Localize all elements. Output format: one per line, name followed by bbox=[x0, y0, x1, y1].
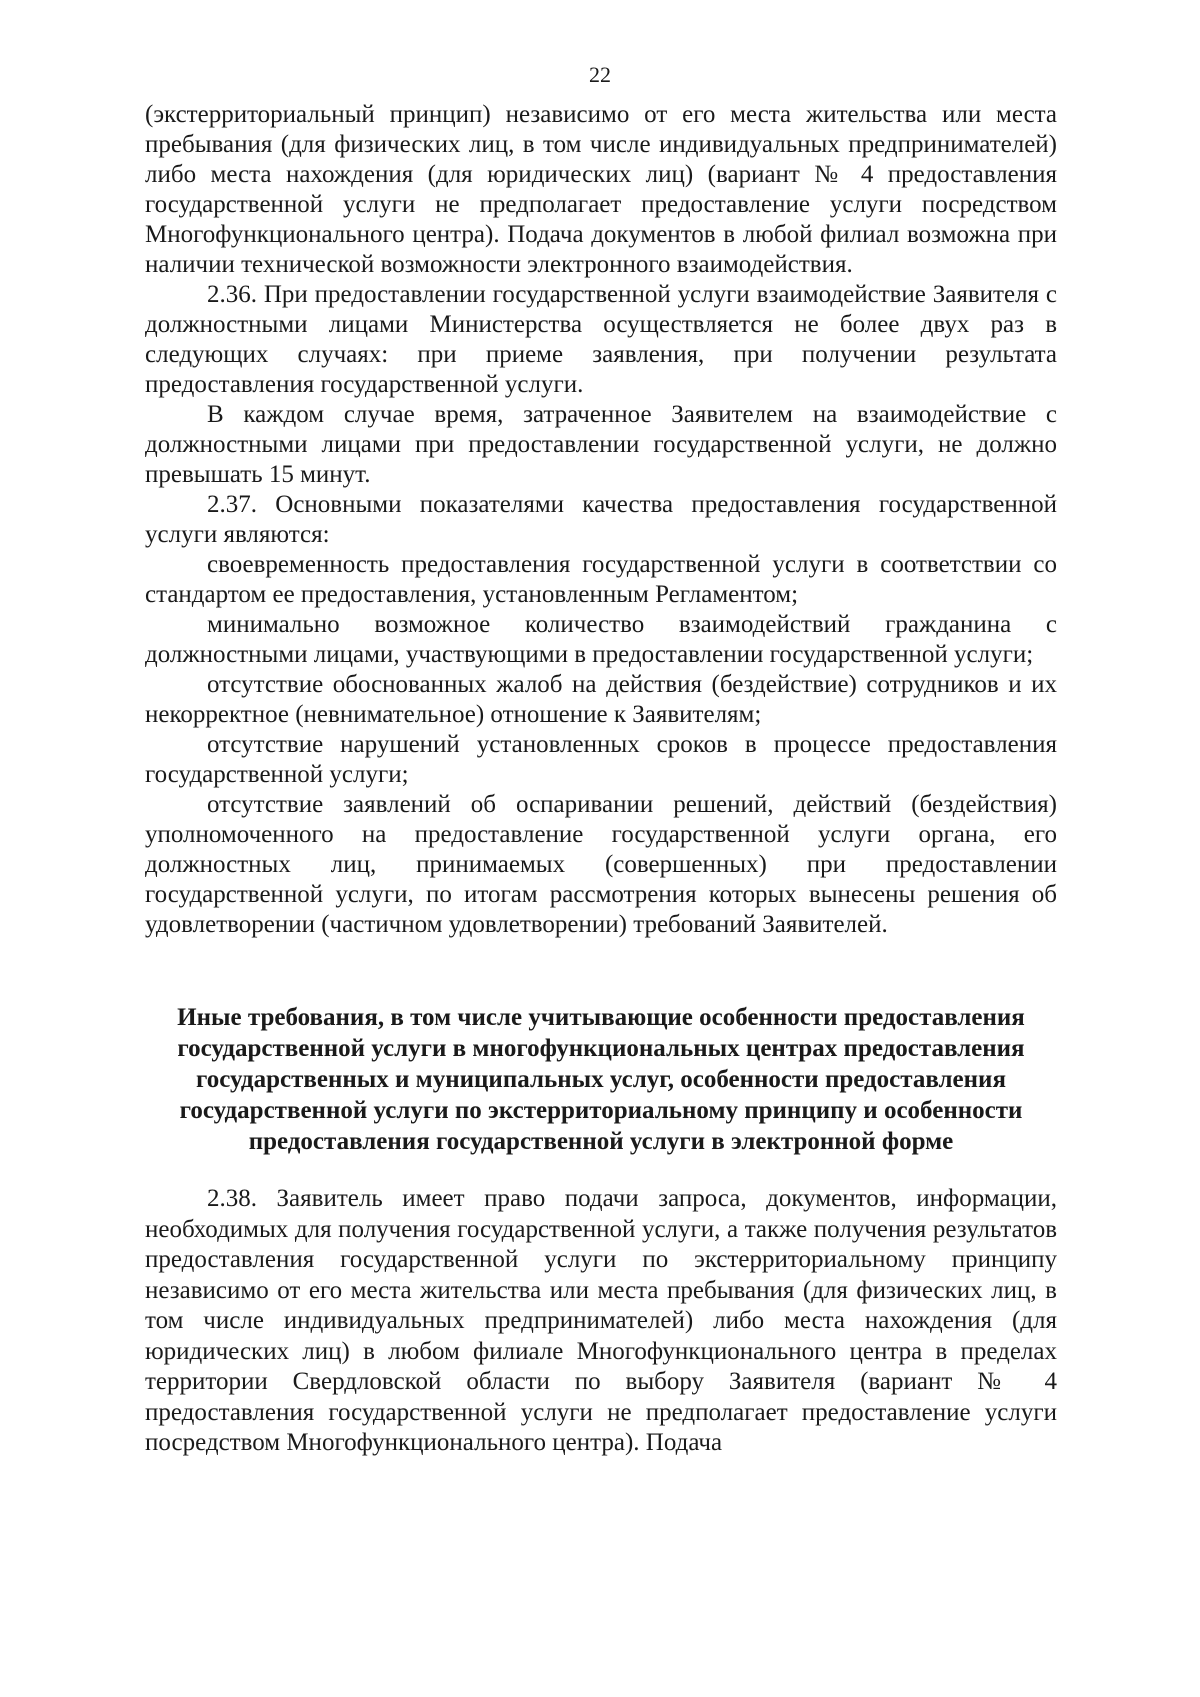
paragraph-continuation: (экстерриториальный принцип) независимо от его места жительства или места пребывания (для физических лиц, в том числе индивидуальных предпринимателей) либо места нахождения (для юридических лиц) (вариант № 4 предоставления государственной услуги не предполагает предоставление услуги посредством Многофункционального центра). Подача документов в любой филиал возможна при наличии технической возможности электронного взаимодействия. bbox=[145, 101, 1057, 278]
list-item-timeliness: своевременность предоставления государственной услуги в соответствии со стандартом ее предоставления, установленным Регламентом; bbox=[145, 551, 1057, 608]
paragraph-time-limit: В каждом случае время, затраченное Заявителем на взаимодействие с должностными лицами при предоставлении государственной услуги, не должно превышать 15 минут. bbox=[145, 401, 1057, 488]
list-item-no-deadline-violations: отсутствие нарушений установленных сроков в процессе предоставления государственной услуги; bbox=[145, 731, 1057, 788]
heading-line: предоставления государственной услуги в электронной форме bbox=[248, 1128, 954, 1155]
heading-line: государственной услуги в многофункциональных центрах предоставления bbox=[177, 1035, 1025, 1062]
paragraph-2-38: 2.38. Заявитель имеет право подачи запроса, документов, информации, необходимых для получения государственной услуги, а также получения результатов предоставления государственной услуги по экстерриториальному принципу независимо от его места жительства или места пребывания (для физических лиц, в том числе индивидуальных предпринимателей) либо места нахождения (для юридических лиц) в любом филиале Многофункционального центра в пределах территории Свердловской области по выбору Заявителя (вариант № 4 предоставления государственной услуги не предполагает предоставление услуги посредством Многофункционального центра). Подача bbox=[145, 1185, 1057, 1456]
heading-line: Иные требования, в том числе учитывающие особенности предоставления bbox=[177, 1004, 1025, 1031]
heading-line: государственных и муниципальных услуг, особенности предоставления bbox=[196, 1066, 1006, 1093]
page-number: 22 bbox=[589, 62, 611, 87]
paragraph-2-36: 2.36. При предоставлении государственной услуги взаимодействие Заявителя с должностными лицами Министерства осуществляется не более двух раз в следующих случаях: при приеме заявления, при получении результата предоставления государственной услуги. bbox=[145, 281, 1057, 398]
body-text-block-2 bbox=[145, 1184, 1057, 1459]
list-item-no-complaints: отсутствие обоснованных жалоб на действия (бездействие) сотрудников и их некорректное (невнимательное) отношение к Заявителям; bbox=[145, 671, 1057, 728]
list-item-no-disputes: отсутствие заявлений об оспаривании решений, действий (бездействия) уполномоченного на предоставление государственной услуги органа, его должностных лиц, принимаемых (совершенных) при предоставлении государственной услуги, по итогам рассмотрения которых вынесены решения об удовлетворении (частичном удовлетворении) требований Заявителей. bbox=[145, 791, 1057, 938]
paragraph-2-37: 2.37. Основными показателями качества предоставления государственной услуги являются: bbox=[145, 491, 1057, 548]
list-item-minimal-interactions: минимально возможное количество взаимодействий гражданина с должностными лицами, участвующими в предоставлении государственной услуги; bbox=[145, 611, 1057, 668]
body-text-block bbox=[145, 100, 1057, 940]
heading-line: государственной услуги по экстерриториальному принципу и особенности bbox=[179, 1097, 1023, 1124]
section-heading bbox=[145, 1002, 1057, 1157]
